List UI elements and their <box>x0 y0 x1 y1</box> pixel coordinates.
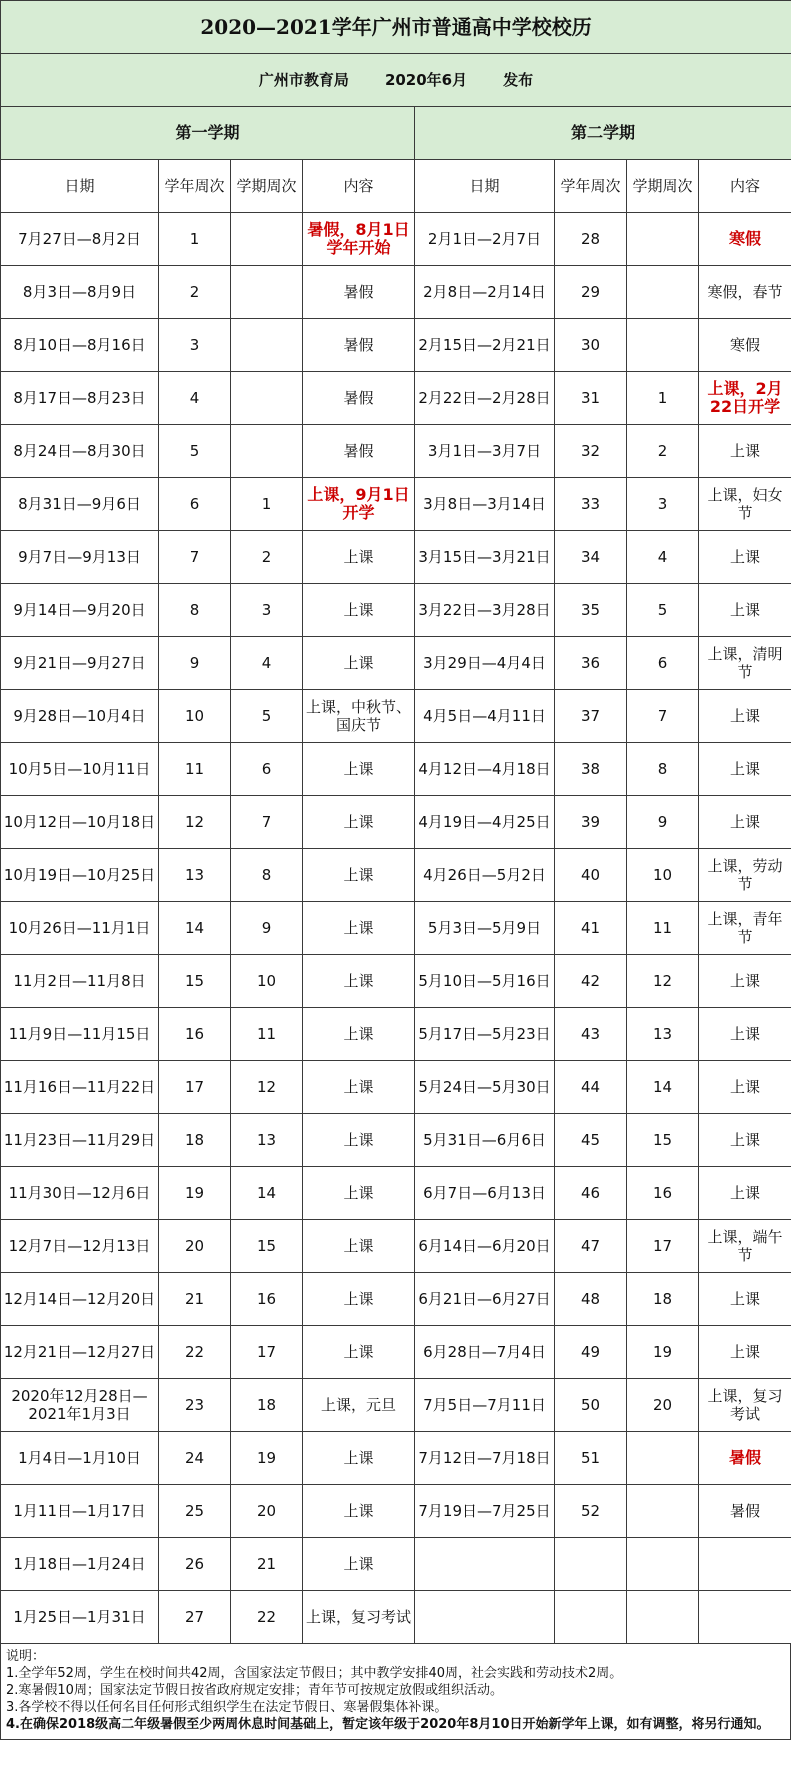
table-row <box>1 478 791 531</box>
term-week-cell-2: 19 <box>627 1326 699 1379</box>
term-week-cell: 14 <box>231 1167 303 1220</box>
term-week-cell: 18 <box>231 1379 303 1432</box>
date-cell: 8月10日—8月16日 <box>1 319 159 372</box>
note-item-4: 4.在确保2018级高二年级暑假至少两周休息时间基础上，暂定该年级于2020年8月10日开始新学年上课，如有调整，将另行通知。 <box>6 1717 770 1732</box>
table-row <box>1 1008 791 1061</box>
term-week-cell-2 <box>627 1485 699 1538</box>
term-week-cell-2: 18 <box>627 1273 699 1326</box>
content-cell-2: 上课，青年节 <box>699 902 791 955</box>
year-week-cell-2: 30 <box>555 319 627 372</box>
content-cell-2: 寒假 <box>699 213 791 266</box>
publish-date: 2020年6月 <box>384 71 468 89</box>
term-week-cell: 12 <box>231 1061 303 1114</box>
date-cell-2: 7月12日—7月18日 <box>415 1432 555 1485</box>
content-cell: 上课 <box>303 1485 415 1538</box>
table-row <box>1 1591 791 1644</box>
date-cell: 8月24日—8月30日 <box>1 425 159 478</box>
content-cell-2: 上课，端午节 <box>699 1220 791 1273</box>
term-week-cell: 4 <box>231 637 303 690</box>
term-week-cell-2 <box>627 213 699 266</box>
year-week-cell-2: 44 <box>555 1061 627 1114</box>
content-cell-2: 上课 <box>699 690 791 743</box>
content-cell: 上课，中秋节、国庆节 <box>303 690 415 743</box>
year-week-cell-2 <box>555 1591 627 1644</box>
table-row <box>1 1220 791 1273</box>
content-cell: 上课，元旦 <box>303 1379 415 1432</box>
content-cell-2: 上课 <box>699 425 791 478</box>
content-cell: 上课，9月1日开学 <box>303 478 415 531</box>
publisher-line <box>1 54 791 107</box>
date-cell-2: 5月10日—5月16日 <box>415 955 555 1008</box>
table-row <box>1 372 791 425</box>
content-cell: 上课 <box>303 1538 415 1591</box>
date-cell-2: 2月22日—2月28日 <box>415 372 555 425</box>
date-cell: 1月25日—1月31日 <box>1 1591 159 1644</box>
year-week-cell: 13 <box>159 849 231 902</box>
table-row <box>1 1061 791 1114</box>
date-cell: 11月30日—12月6日 <box>1 1167 159 1220</box>
term-week-cell-2: 9 <box>627 796 699 849</box>
year-week-cell: 5 <box>159 425 231 478</box>
year-week-cell-2: 32 <box>555 425 627 478</box>
content-cell-2: 上课 <box>699 1167 791 1220</box>
content-cell-2: 上课，清明节 <box>699 637 791 690</box>
date-cell-2: 7月5日—7月11日 <box>415 1379 555 1432</box>
term-week-cell: 17 <box>231 1326 303 1379</box>
note-item-2: 2.寒暑假10周；国家法定节假日按省政府规定安排；青年节可按规定放假或组织活动。 <box>6 1683 503 1698</box>
year-week-cell-2: 40 <box>555 849 627 902</box>
date-cell-2: 2月1日—2月7日 <box>415 213 555 266</box>
col-header-year-week-2: 学年周次 <box>555 160 627 213</box>
year-week-cell: 2 <box>159 266 231 319</box>
term-week-cell: 20 <box>231 1485 303 1538</box>
content-cell-2: 暑假 <box>699 1485 791 1538</box>
date-cell-2: 3月8日—3月14日 <box>415 478 555 531</box>
publisher-org: 广州市教育局 <box>258 71 349 89</box>
term-week-cell: 10 <box>231 955 303 1008</box>
term-week-cell: 2 <box>231 531 303 584</box>
date-cell-2: 6月28日—7月4日 <box>415 1326 555 1379</box>
term-week-cell: 16 <box>231 1273 303 1326</box>
content-cell-2: 上课 <box>699 796 791 849</box>
col-header-content: 内容 <box>303 160 415 213</box>
content-cell: 上课 <box>303 955 415 1008</box>
term-week-cell-2 <box>627 1432 699 1485</box>
content-cell-2: 上课 <box>699 743 791 796</box>
table-row <box>1 266 791 319</box>
term-week-cell-2: 10 <box>627 849 699 902</box>
date-cell-2: 4月5日—4月11日 <box>415 690 555 743</box>
date-cell-2: 5月31日—6月6日 <box>415 1114 555 1167</box>
year-week-cell: 4 <box>159 372 231 425</box>
date-cell: 10月19日—10月25日 <box>1 849 159 902</box>
content-cell-2: 上课 <box>699 584 791 637</box>
year-week-cell: 25 <box>159 1485 231 1538</box>
content-cell: 暑假 <box>303 425 415 478</box>
date-cell: 8月3日—8月9日 <box>1 266 159 319</box>
date-cell-2: 5月24日—5月30日 <box>415 1061 555 1114</box>
title-row <box>1 1 791 54</box>
date-cell: 9月14日—9月20日 <box>1 584 159 637</box>
content-cell: 上课 <box>303 1220 415 1273</box>
year-week-cell-2: 46 <box>555 1167 627 1220</box>
term-week-cell-2 <box>627 1538 699 1591</box>
date-cell: 11月2日—11月8日 <box>1 955 159 1008</box>
first-semester-header: 第一学期 <box>1 107 415 160</box>
year-week-cell-2: 37 <box>555 690 627 743</box>
term-week-cell-2 <box>627 266 699 319</box>
table-row <box>1 531 791 584</box>
year-week-cell-2: 52 <box>555 1485 627 1538</box>
table-row <box>1 1273 791 1326</box>
content-cell-2: 上课，妇女节 <box>699 478 791 531</box>
term-week-cell-2: 13 <box>627 1008 699 1061</box>
table-row <box>1 1538 791 1591</box>
year-week-cell-2: 36 <box>555 637 627 690</box>
content-cell: 上课 <box>303 637 415 690</box>
date-cell: 8月31日—9月6日 <box>1 478 159 531</box>
date-cell: 12月7日—12月13日 <box>1 1220 159 1273</box>
content-cell: 暑假 <box>303 266 415 319</box>
year-week-cell: 14 <box>159 902 231 955</box>
year-week-cell: 1 <box>159 213 231 266</box>
term-week-cell: 1 <box>231 478 303 531</box>
table-row <box>1 1485 791 1538</box>
term-week-cell-2: 14 <box>627 1061 699 1114</box>
content-cell: 上课 <box>303 1273 415 1326</box>
content-cell: 上课 <box>303 796 415 849</box>
table-row <box>1 213 791 266</box>
term-week-cell: 19 <box>231 1432 303 1485</box>
term-week-cell: 6 <box>231 743 303 796</box>
content-cell-2: 暑假 <box>699 1432 791 1485</box>
publish-action: 发布 <box>503 71 534 89</box>
content-cell: 上课 <box>303 849 415 902</box>
date-cell-2: 6月21日—6月27日 <box>415 1273 555 1326</box>
year-week-cell-2: 31 <box>555 372 627 425</box>
term-week-cell: 9 <box>231 902 303 955</box>
date-cell: 12月21日—12月27日 <box>1 1326 159 1379</box>
term-week-cell-2: 6 <box>627 637 699 690</box>
year-week-cell-2: 28 <box>555 213 627 266</box>
date-cell: 1月11日—1月17日 <box>1 1485 159 1538</box>
year-week-cell: 7 <box>159 531 231 584</box>
date-cell-2: 4月19日—4月25日 <box>415 796 555 849</box>
term-week-cell-2: 15 <box>627 1114 699 1167</box>
year-week-cell-2 <box>555 1538 627 1591</box>
term-week-cell-2: 5 <box>627 584 699 637</box>
year-week-cell: 21 <box>159 1273 231 1326</box>
year-week-cell: 9 <box>159 637 231 690</box>
table-row <box>1 584 791 637</box>
table-row <box>1 955 791 1008</box>
note-item-1: 1.全学年52周，学生在校时间共42周，含国家法定节假日；其中教学安排40周，社会实践和劳动技术2周。 <box>6 1666 623 1681</box>
table-row <box>1 796 791 849</box>
year-week-cell-2: 39 <box>555 796 627 849</box>
date-cell-2: 5月3日—5月9日 <box>415 902 555 955</box>
year-week-cell: 18 <box>159 1114 231 1167</box>
year-week-cell: 20 <box>159 1220 231 1273</box>
second-semester-header: 第二学期 <box>415 107 791 160</box>
year-week-cell: 12 <box>159 796 231 849</box>
content-cell: 上课，复习考试 <box>303 1591 415 1644</box>
term-week-cell: 13 <box>231 1114 303 1167</box>
content-cell-2 <box>699 1591 791 1644</box>
year-week-cell-2: 35 <box>555 584 627 637</box>
date-cell: 9月7日—9月13日 <box>1 531 159 584</box>
year-week-cell: 15 <box>159 955 231 1008</box>
col-header-year-week: 学年周次 <box>159 160 231 213</box>
term-week-cell: 11 <box>231 1008 303 1061</box>
col-header-date: 日期 <box>1 160 159 213</box>
year-week-cell-2: 41 <box>555 902 627 955</box>
term-week-cell <box>231 319 303 372</box>
content-cell-2 <box>699 1538 791 1591</box>
content-cell: 上课 <box>303 584 415 637</box>
date-cell-2: 3月22日—3月28日 <box>415 584 555 637</box>
content-cell-2: 上课 <box>699 1326 791 1379</box>
content-cell: 上课 <box>303 1061 415 1114</box>
col-header-term-week-2: 学期周次 <box>627 160 699 213</box>
content-cell: 上课 <box>303 1167 415 1220</box>
term-week-cell-2: 4 <box>627 531 699 584</box>
date-cell: 10月26日—11月1日 <box>1 902 159 955</box>
term-week-cell <box>231 372 303 425</box>
content-cell-2: 上课 <box>699 955 791 1008</box>
content-cell-2: 上课 <box>699 1273 791 1326</box>
date-cell: 11月9日—11月15日 <box>1 1008 159 1061</box>
term-week-cell-2: 16 <box>627 1167 699 1220</box>
content-cell: 上课 <box>303 1008 415 1061</box>
table-row <box>1 849 791 902</box>
date-cell-2: 6月7日—6月13日 <box>415 1167 555 1220</box>
date-cell: 9月28日—10月4日 <box>1 690 159 743</box>
date-cell: 10月5日—10月11日 <box>1 743 159 796</box>
content-cell: 上课 <box>303 902 415 955</box>
year-week-cell-2: 33 <box>555 478 627 531</box>
semester-row <box>1 107 791 160</box>
table-row <box>1 1114 791 1167</box>
table-row <box>1 690 791 743</box>
table-row <box>1 1326 791 1379</box>
term-week-cell-2 <box>627 1591 699 1644</box>
date-cell-2: 3月15日—3月21日 <box>415 531 555 584</box>
date-cell-2: 6月14日—6月20日 <box>415 1220 555 1273</box>
year-week-cell: 23 <box>159 1379 231 1432</box>
term-week-cell: 7 <box>231 796 303 849</box>
date-cell-2 <box>415 1591 555 1644</box>
date-cell-2: 2月15日—2月21日 <box>415 319 555 372</box>
date-cell-2: 3月1日—3月7日 <box>415 425 555 478</box>
term-week-cell <box>231 425 303 478</box>
date-cell: 10月12日—10月18日 <box>1 796 159 849</box>
term-week-cell: 5 <box>231 690 303 743</box>
col-header-date-2: 日期 <box>415 160 555 213</box>
year-week-cell: 26 <box>159 1538 231 1591</box>
table-row <box>1 1167 791 1220</box>
year-week-cell: 19 <box>159 1167 231 1220</box>
year-week-cell-2: 47 <box>555 1220 627 1273</box>
year-week-cell-2: 51 <box>555 1432 627 1485</box>
content-cell: 暑假 <box>303 319 415 372</box>
year-week-cell: 27 <box>159 1591 231 1644</box>
date-cell: 7月27日—8月2日 <box>1 213 159 266</box>
table-row <box>1 319 791 372</box>
term-week-cell <box>231 213 303 266</box>
term-week-cell: 15 <box>231 1220 303 1273</box>
year-week-cell-2: 34 <box>555 531 627 584</box>
content-cell: 上课 <box>303 1432 415 1485</box>
date-cell-2: 3月29日—4月4日 <box>415 637 555 690</box>
content-cell-2: 上课，复习考试 <box>699 1379 791 1432</box>
year-week-cell: 10 <box>159 690 231 743</box>
term-week-cell-2: 8 <box>627 743 699 796</box>
content-cell-2: 上课 <box>699 1061 791 1114</box>
year-week-cell: 3 <box>159 319 231 372</box>
date-cell-2: 2月8日—2月14日 <box>415 266 555 319</box>
year-week-cell-2: 50 <box>555 1379 627 1432</box>
year-week-cell-2: 49 <box>555 1326 627 1379</box>
term-week-cell-2: 3 <box>627 478 699 531</box>
year-week-cell-2: 48 <box>555 1273 627 1326</box>
date-cell-2: 7月19日—7月25日 <box>415 1485 555 1538</box>
term-week-cell-2: 12 <box>627 955 699 1008</box>
content-cell-2: 上课 <box>699 1008 791 1061</box>
term-week-cell-2: 2 <box>627 425 699 478</box>
content-cell-2: 上课，2月22日开学 <box>699 372 791 425</box>
date-cell: 1月4日—1月10日 <box>1 1432 159 1485</box>
term-week-cell-2: 11 <box>627 902 699 955</box>
content-cell: 暑假，8月1日学年开始 <box>303 213 415 266</box>
table-row <box>1 425 791 478</box>
content-cell: 上课 <box>303 531 415 584</box>
col-header-content-2: 内容 <box>699 160 791 213</box>
content-cell-2: 上课 <box>699 1114 791 1167</box>
publisher-row <box>1 54 791 107</box>
date-cell-2: 4月12日—4月18日 <box>415 743 555 796</box>
date-cell: 11月16日—11月22日 <box>1 1061 159 1114</box>
term-week-cell-2 <box>627 319 699 372</box>
table-row <box>1 1432 791 1485</box>
date-cell: 11月23日—11月29日 <box>1 1114 159 1167</box>
note-item-3: 3.各学校不得以任何名目任何形式组织学生在法定节假日、寒暑假集体补课。 <box>6 1700 448 1715</box>
year-week-cell: 8 <box>159 584 231 637</box>
year-week-cell: 22 <box>159 1326 231 1379</box>
term-week-cell <box>231 266 303 319</box>
year-week-cell-2: 42 <box>555 955 627 1008</box>
year-week-cell-2: 29 <box>555 266 627 319</box>
notes-heading: 说明： <box>6 1649 46 1664</box>
col-header-term-week: 学期周次 <box>231 160 303 213</box>
content-cell-2: 寒假，春节 <box>699 266 791 319</box>
table-row <box>1 743 791 796</box>
term-week-cell-2: 1 <box>627 372 699 425</box>
year-week-cell: 16 <box>159 1008 231 1061</box>
year-week-cell-2: 45 <box>555 1114 627 1167</box>
table-row <box>1 902 791 955</box>
notes-section <box>0 1644 791 1740</box>
table-row <box>1 637 791 690</box>
page-title: 2020—2021学年广州市普通高中学校校历 <box>1 1 791 54</box>
term-week-cell: 21 <box>231 1538 303 1591</box>
term-week-cell: 8 <box>231 849 303 902</box>
content-cell: 上课 <box>303 1114 415 1167</box>
content-cell-2: 上课，劳动节 <box>699 849 791 902</box>
year-week-cell-2: 38 <box>555 743 627 796</box>
year-week-cell: 6 <box>159 478 231 531</box>
term-week-cell-2: 17 <box>627 1220 699 1273</box>
table-row <box>1 1379 791 1432</box>
date-cell: 1月18日—1月24日 <box>1 1538 159 1591</box>
column-header-row <box>1 160 791 213</box>
term-week-cell-2: 20 <box>627 1379 699 1432</box>
date-cell: 12月14日—12月20日 <box>1 1273 159 1326</box>
date-cell: 2020年12月28日—2021年1月3日 <box>1 1379 159 1432</box>
date-cell-2: 4月26日—5月2日 <box>415 849 555 902</box>
content-cell-2: 上课 <box>699 531 791 584</box>
year-week-cell: 17 <box>159 1061 231 1114</box>
term-week-cell: 3 <box>231 584 303 637</box>
year-week-cell: 11 <box>159 743 231 796</box>
content-cell: 上课 <box>303 1326 415 1379</box>
content-cell: 上课 <box>303 743 415 796</box>
year-week-cell: 24 <box>159 1432 231 1485</box>
year-week-cell-2: 43 <box>555 1008 627 1061</box>
date-cell-2: 5月17日—5月23日 <box>415 1008 555 1061</box>
term-week-cell: 22 <box>231 1591 303 1644</box>
date-cell: 8月17日—8月23日 <box>1 372 159 425</box>
content-cell-2: 寒假 <box>699 319 791 372</box>
date-cell: 9月21日—9月27日 <box>1 637 159 690</box>
content-cell: 暑假 <box>303 372 415 425</box>
term-week-cell-2: 7 <box>627 690 699 743</box>
date-cell-2 <box>415 1538 555 1591</box>
